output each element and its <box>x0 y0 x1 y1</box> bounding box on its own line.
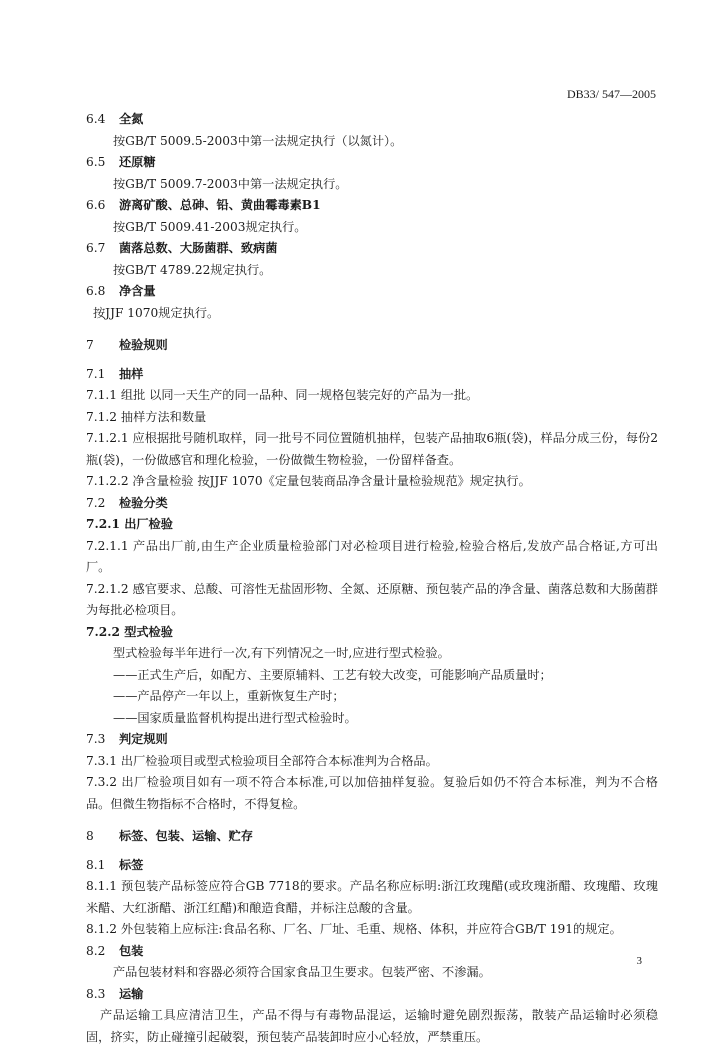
paragraph: 按GB/T 5009.7-2003中第一法规定执行。 <box>113 176 348 191</box>
clause-7-2-1-1: 7.2.1.1 产品出厂前,由生产企业质量检验部门对必检项目进行检验,检验合格后,发放产品合格证,方可出厂。 <box>86 538 658 574</box>
section-heading-8-1: 8.1 标签 <box>86 857 144 872</box>
dash-list-item: ——正式生产后，如配方、主要原辅料、工艺有较大改变，可能影响产品质量时； <box>113 667 552 682</box>
paragraph: 产品运输工具应清洁卫生，产品不得与有毒物品混运，运输时避免剧烈振荡，散装产品运输时必须稳固，挤实，防止碰撞引起破裂，预包装产品装卸时应小心轻放，严禁重压。 <box>86 1008 658 1044</box>
page-number: 3 <box>636 955 642 967</box>
clause-7-1-2-1: 7.1.2.1 应根据批号随机取样，同一批号不同位置随机抽样，包装产品抽取6瓶(袋)，样品分成三份，每份2瓶(袋)，一份做感官和理化检验，一份做微生物检验，一份留样备查。 <box>86 431 658 467</box>
section-heading-7-1: 7.1 抽样 <box>86 366 144 381</box>
standard-code: DB33/ 547—2005 <box>566 87 656 101</box>
paragraph: 按GB/T 5009.41-2003规定执行。 <box>113 219 307 234</box>
paragraph: 按GB/T 4789.22规定执行。 <box>113 262 272 277</box>
clause-7-1-1: 7.1.1 组批 以同一天生产的同一品种、同一规格包装完好的产品为一批。 <box>86 388 479 402</box>
section-heading-6-5: 6.5 还原糖 <box>86 155 156 169</box>
clause-8-1-1: 8.1.1 预包装产品标签应符合GB 7718的要求。产品名称应标明:浙江玫瑰醋(或玫瑰浙醋、玫瑰醋、玫瑰米醋、大红浙醋、浙江红醋)和酿造食醋，并标注总酸的含量。 <box>86 879 658 915</box>
section-heading-7-2: 7.2 检验分类 <box>86 495 168 510</box>
section-heading-7-2-1: 7.2.1 出厂检验 <box>86 517 173 531</box>
paragraph: 型式检验每半年进行一次,有下列情况之一时,应进行型式检验。 <box>113 646 450 660</box>
dash-list-item: ——产品停产一年以上，重新恢复生产时； <box>113 689 345 703</box>
section-heading-7-2-2: 7.2.2 型式检验 <box>86 624 173 639</box>
section-heading-7-3: 7.3 判定规则 <box>86 732 168 746</box>
section-heading-6-8: 6.8 净含量 <box>86 284 156 298</box>
document-body <box>86 109 658 1048</box>
clause-7-1-2-2: 7.1.2.2 净含量检验 按JJF 1070《定量包装商品净含量计量检验规范》规定执行。 <box>86 474 531 488</box>
clause-7-3-2: 7.3.2 出厂检验项目如有一项不符合本标准,可以加倍抽样复验。复验后如仍不符合本标准，判为不合格品。但微生物指标不合格时，不得复检。 <box>86 775 658 811</box>
section-heading-8-3: 8.3 运输 <box>86 986 144 1001</box>
clause-7-2-1-2: 7.2.1.2 感官要求、总酸、可溶性无盐固形物、全氮、还原糖、预包装产品的净含量、菌落总数和大肠菌群为每批必检项目。 <box>86 581 658 617</box>
chapter-heading-8: 8 标签、包装、运输、贮存 <box>86 829 254 843</box>
clause-7-1-2: 7.1.2 抽样方法和数量 <box>86 409 207 424</box>
dash-list-item: ——国家质量监督机构提出进行型式检验时。 <box>113 710 357 725</box>
chapter-heading-7: 7 检验规则 <box>86 338 168 352</box>
paragraph: 产品包装材料和容器必须符合国家食品卫生要求。包装严密、不渗漏。 <box>113 965 491 979</box>
section-heading-8-2: 8.2 包装 <box>86 943 144 958</box>
section-heading-6-4: 6.4 全氮 <box>86 112 144 126</box>
section-heading-6-6: 6.6 游离矿酸、总砷、铅、黄曲霉毒素B1 <box>86 198 321 212</box>
section-heading-6-7: 6.7 菌落总数、大肠菌群、致病菌 <box>86 241 278 255</box>
clause-8-1-2: 8.1.2 外包装箱上应标注:食品名称、厂名、厂址、毛重、规格、体积，并应符合GB/T 191的规定。 <box>86 922 622 936</box>
paragraph: 按GB/T 5009.5-2003中第一法规定执行（以氮计）。 <box>113 133 403 148</box>
paragraph: 按JJF 1070规定执行。 <box>93 305 220 320</box>
clause-7-3-1: 7.3.1 出厂检验项目或型式检验项目全部符合本标准判为合格品。 <box>86 753 438 768</box>
